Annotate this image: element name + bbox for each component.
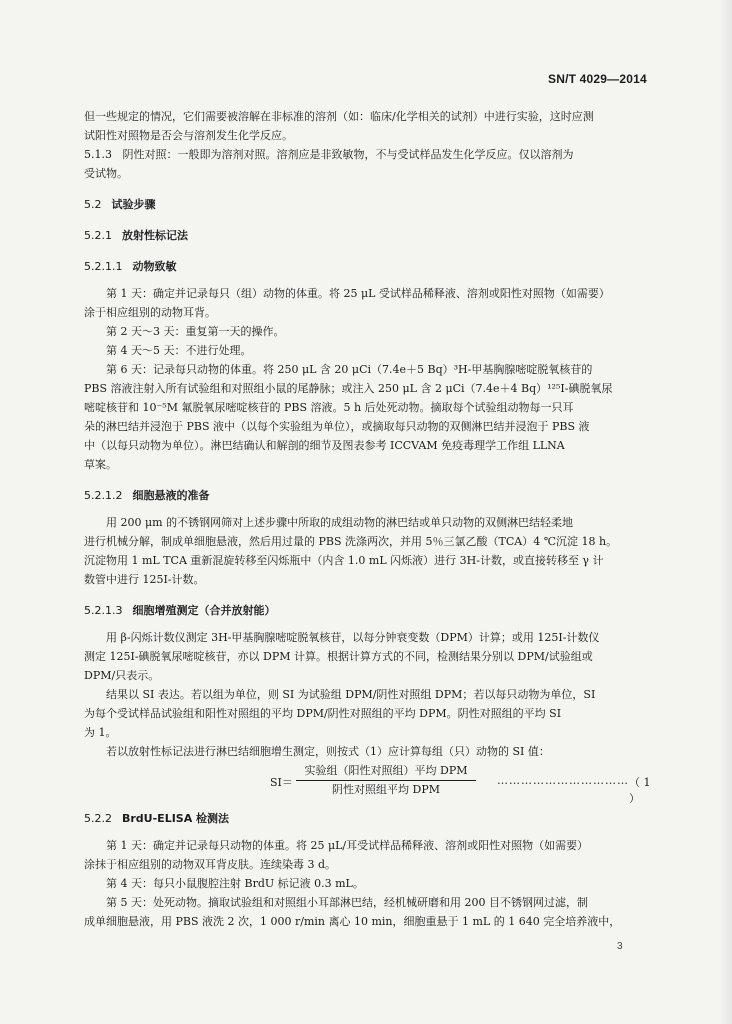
- paragraph-line: 若以放射性标记法进行淋巴结细胞增生测定，则按式（1）应计算每组（只）动物的 SI 值：: [106, 745, 550, 758]
- section-heading-5-2-1: [84, 226, 654, 245]
- section-number: 5.2: [84, 198, 102, 211]
- paragraph-line: 嘧啶核苷和 10⁻⁵M 氟脱氧尿嘧啶核苷的 PBS 溶液。5 h 后处死动物。摘取每个试验组动物每一只耳: [84, 401, 574, 414]
- section-title: 试验步骤: [111, 198, 156, 211]
- paragraph-line: 第 1 天：确定并记录每只动物的体重。将 25 μL/耳受试样品稀释液、溶剂或阳性对照物（如需要）: [106, 839, 589, 852]
- paragraph-line: 用 200 μm 的不锈钢网筛对上述步骤中所取的成组动物的淋巴结或单只动物的双侧淋巴结轻柔地: [106, 516, 574, 529]
- section-title: BrdU-ELISA 检测法: [122, 812, 230, 825]
- section-heading-5-2-2: [84, 809, 654, 828]
- paragraph-line: 第 5 天：处死动物。摘取试验组和对照组小耳部淋巴结，经机械研磨和用 200 目不锈钢网过滤，制: [106, 896, 588, 909]
- paragraph-line: PBS 溶液注射入所有试验组和对照组小鼠的尾静脉；或注入 250 μL 含 2 μCi（7.4e＋4 Bq）¹²⁵I-碘脱氧尿: [84, 382, 613, 395]
- formula-fraction: [296, 763, 476, 798]
- formula-numerator: 实验组（阳性对照组）平均 DPM: [296, 763, 476, 781]
- clause-number: 5.1.3: [84, 148, 112, 161]
- intro-line: 试阳性对照物是否会与溶剂发生化学反应。: [84, 129, 293, 142]
- section-number: 5.2.1.3: [84, 604, 123, 617]
- paragraph-line: 结果以 SI 表达。若以组为单位，则 SI 为试验组 DPM/阴性对照组 DPM；若以每只动物为单位，SI: [106, 688, 596, 701]
- paragraph-line: 进行机械分解，制成单细胞悬液，然后用过量的 PBS 洗涤两次，并用 5％三氯乙酸（TCA）4 ℃沉淀 18 h。: [84, 535, 618, 548]
- section-heading-5-2-1-2: [84, 486, 654, 505]
- section-heading-5-2-1-1: [84, 257, 654, 276]
- standard-code: SN/T 4029—2014: [548, 72, 647, 86]
- page-number: 3: [617, 941, 623, 952]
- clause-5-1-3: [84, 145, 654, 164]
- clause-text-continued: 受试物。: [84, 167, 128, 180]
- paragraph-line: 为每个受试样品试验组和阳性对照组的平均 DPM/阴性对照组的平均 DPM。阴性对照组的平均 SI: [84, 707, 562, 720]
- intro-line: 但一些规定的情况，它们需要被溶解在非标准的溶剂（如：临床/化学相关的试剂）中进行实验，这时应测: [84, 110, 594, 123]
- section-heading-5-2: [84, 195, 654, 214]
- paragraph-line: 用 β-闪烁计数仪测定 3H-甲基胸腺嘧啶脱氧核苷，以每分钟衰变数（DPM）计算；或用 125I-计数仪: [106, 631, 600, 644]
- paragraph-line: 涂于相应组别的动物耳背。: [84, 306, 216, 319]
- formula-denominator: 阴性对照组平均 DPM: [332, 783, 440, 796]
- clause-text: 阴性对照：一般即为溶剂对照。溶剂应是非致敏物，不与受试样品发生化学反应。仅以溶剂为: [122, 148, 574, 161]
- equation-number: （ 1 ）: [629, 776, 651, 805]
- section-number: 5.2.1.2: [84, 489, 123, 502]
- section-heading-5-2-1-3: [84, 601, 654, 620]
- paragraph-line: 数管中进行 125I-计数。: [84, 573, 205, 586]
- paragraph-line: 涂抹于相应组别的动物双耳背皮肤。连续染毒 3 d。: [84, 858, 337, 871]
- paragraph-line: 朵的淋巴结并浸泡于 PBS 液中（以每个实验组为单位），或摘取每只动物的双侧淋巴结并浸泡于 PBS 液: [84, 420, 590, 433]
- section-number: 5.2.2: [84, 812, 112, 825]
- document-body: [84, 107, 654, 931]
- paragraph-line: 第 4 天～5 天：不进行处理。: [106, 344, 252, 357]
- paragraph-line: 中（以每只动物为单位）。淋巴结确认和解剖的细节及图表参考 ICCVAM 免疫毒理学工作组 LLNA: [84, 439, 565, 452]
- section-number: 5.2.1.1: [84, 260, 123, 273]
- formula-lhs: SI＝: [270, 776, 293, 789]
- paragraph-line: 测定 125I-碘脱氧尿嘧啶核苷，亦以 DPM 计算。根据计算方式的不同，检测结果分别以 DPM/试验组或: [84, 650, 593, 663]
- section-title: 细胞增殖测定（合并放射能）: [132, 604, 276, 617]
- section-title: 细胞悬液的准备: [132, 489, 210, 502]
- section-title: 放射性标记法: [122, 229, 188, 242]
- paragraph-line: 第 2 天～3 天：重复第一天的操作。: [106, 325, 285, 338]
- paragraph-line: 草案。: [84, 458, 117, 471]
- page-edge-shadow: [720, 0, 732, 1024]
- paragraph-line: 第 4 天：每只小鼠腹腔注射 BrdU 标记液 0.3 mL。: [106, 877, 364, 890]
- formula-leader-dots: ……………………………: [497, 774, 629, 787]
- paragraph-line: DPM/只表示。: [84, 669, 160, 682]
- paragraph-line: 沉淀物用 1 mL TCA 重新混旋转移至闪烁瓶中（内含 1.0 mL 闪烁液）进行 3H-计数，或直接转移至 γ 计: [84, 554, 604, 567]
- si-formula: [84, 763, 654, 805]
- paragraph-line: 成单细胞悬液，用 PBS 液洗 2 次，1 000 r/min 离心 10 min，细胞重悬于 1 mL 的 1 640 完全培养液中，: [84, 915, 621, 928]
- section-number: 5.2.1: [84, 229, 112, 242]
- paragraph-line: 第 1 天：确定并记录每只（组）动物的体重。将 25 μL 受试样品稀释液、溶剂或阳性对照物（如需要）: [106, 287, 610, 300]
- paragraph-line: 为 1。: [84, 726, 117, 739]
- paragraph-line: 第 6 天：记录每只动物的体重。将 250 μL 含 20 μCi（7.4e＋5 Bq）³H-甲基胸腺嘧啶脱氧核苷的: [106, 363, 593, 376]
- section-title: 动物致敏: [132, 260, 177, 273]
